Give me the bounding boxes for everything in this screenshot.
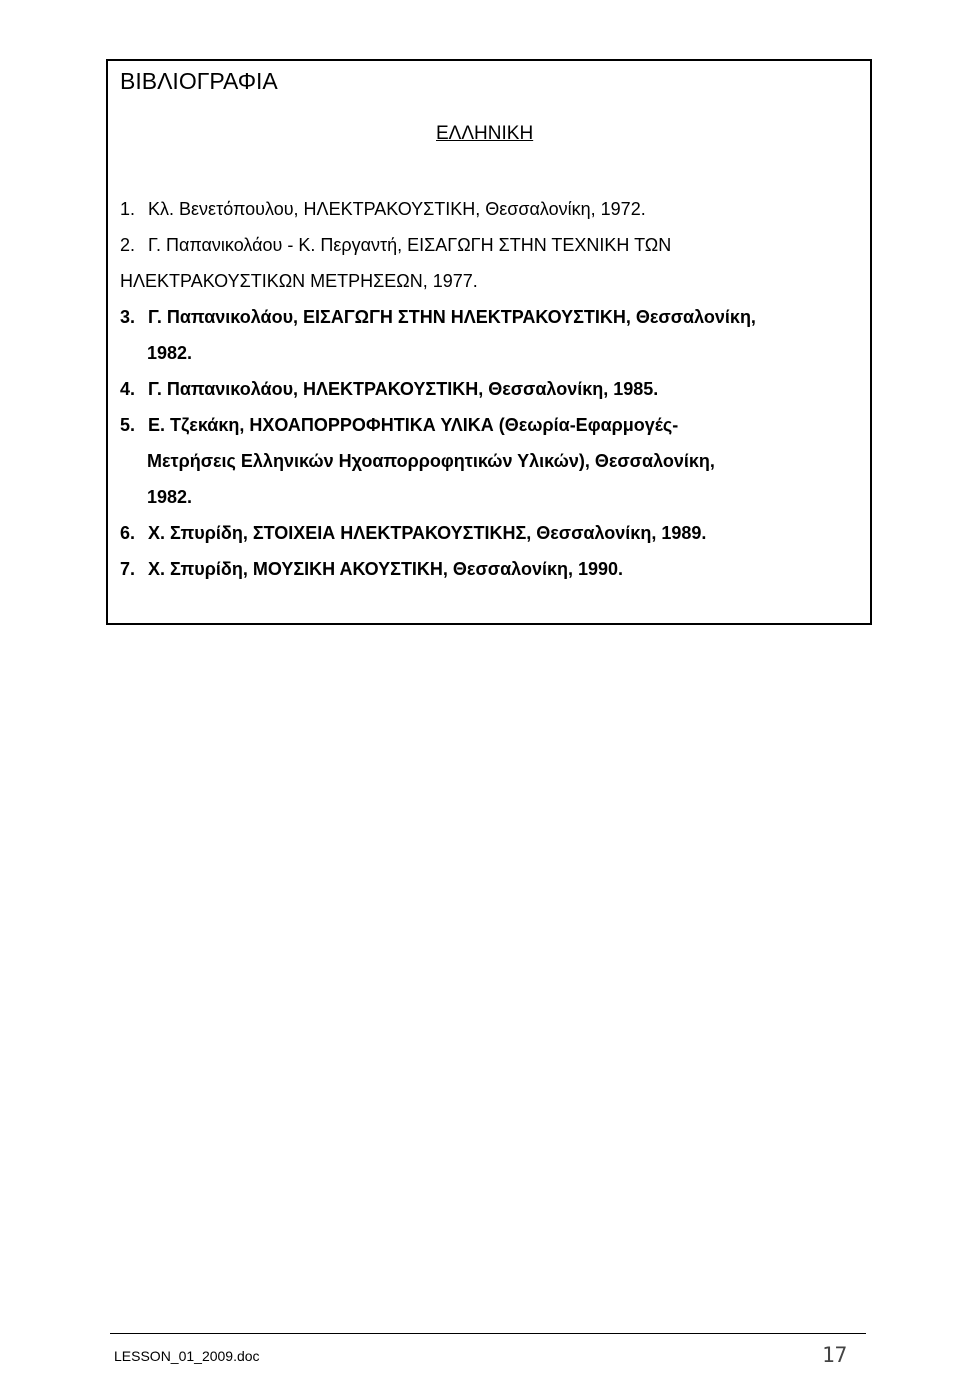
reference-number: 6. — [120, 523, 136, 543]
reference-text: Χ. Σπυρίδη, ΣΤΟΙΧΕΙΑ ΗΛΕΚΤΡΑΚΟΥΣΤΙΚΗΣ, Θεσσαλονίκη, 1989. — [148, 523, 707, 543]
footer-filename: LESSON_01_2009.doc — [114, 1348, 260, 1364]
reference-text: Κλ. Βενετόπουλου, ΗΛΕΚΤΡΑΚΟΥΣΤΙΚΗ, Θεσσαλονίκη, 1972. — [148, 199, 646, 219]
bibliography-box — [106, 59, 872, 625]
reference-text: Γ. Παπανικολάου, ΕΙΣΑΓΩΓΗ ΣΤΗΝ ΗΛΕΚΤΡΑΚΟΥΣΤΙΚΗ, Θεσσαλονίκη, — [148, 307, 756, 327]
reference-item-2 — [120, 233, 860, 305]
reference-item-6 — [120, 521, 860, 557]
bibliography-title: ΒΙΒΛΙΟΓΡΑΦΙΑ — [120, 68, 278, 94]
reference-item-7 — [120, 557, 860, 593]
reference-item-5 — [120, 413, 860, 521]
reference-item-3 — [120, 305, 860, 377]
reference-number: 2. — [120, 235, 136, 255]
reference-item-1 — [120, 197, 860, 233]
reference-text: Χ. Σπυρίδη, ΜΟΥΣΙΚΗ ΑΚΟΥΣΤΙΚΗ, Θεσσαλονίκη, 1990. — [148, 559, 624, 579]
reference-number: 5. — [120, 415, 136, 435]
reference-number: 7. — [120, 559, 136, 579]
reference-text-continued: ΗΛΕΚΤΡΑΚΟΥΣΤΙΚΩΝ ΜΕΤΡΗΣΕΩΝ, 1977. — [120, 271, 478, 291]
bibliography-subtitle: ΕΛΛΗΝΙΚΗ — [436, 123, 534, 144]
reference-text-continued: Μετρήσεις Ελληνικών Ηχοαπορροφητικών Υλικών), Θεσσαλονίκη, — [147, 451, 715, 471]
reference-number: 1. — [120, 199, 136, 219]
reference-text: Γ. Παπανικολάου, ΗΛΕΚΤΡΑΚΟΥΣΤΙΚΗ, Θεσσαλονίκη, 1985. — [148, 379, 659, 399]
reference-item-4 — [120, 377, 860, 413]
reference-list — [120, 197, 860, 593]
page-number: 17 — [822, 1343, 848, 1367]
reference-number: 3. — [120, 307, 136, 327]
reference-text: Γ. Παπανικολάου - Κ. Περγαντή, ΕΙΣΑΓΩΓΗ ΣΤΗΝ ΤΕΧΝΙΚΗ ΤΩΝ — [148, 235, 672, 255]
reference-text: Ε. Τζεκάκη, ΗΧΟΑΠΟΡΡΟΦΗΤΙΚΑ ΥΛΙΚΑ (Θεωρία-Εφαρμογές- — [148, 415, 679, 435]
footer-divider — [110, 1333, 866, 1334]
reference-text-continued: 1982. — [147, 343, 193, 363]
reference-text-continued: 1982. — [147, 487, 193, 507]
reference-number: 4. — [120, 379, 136, 399]
